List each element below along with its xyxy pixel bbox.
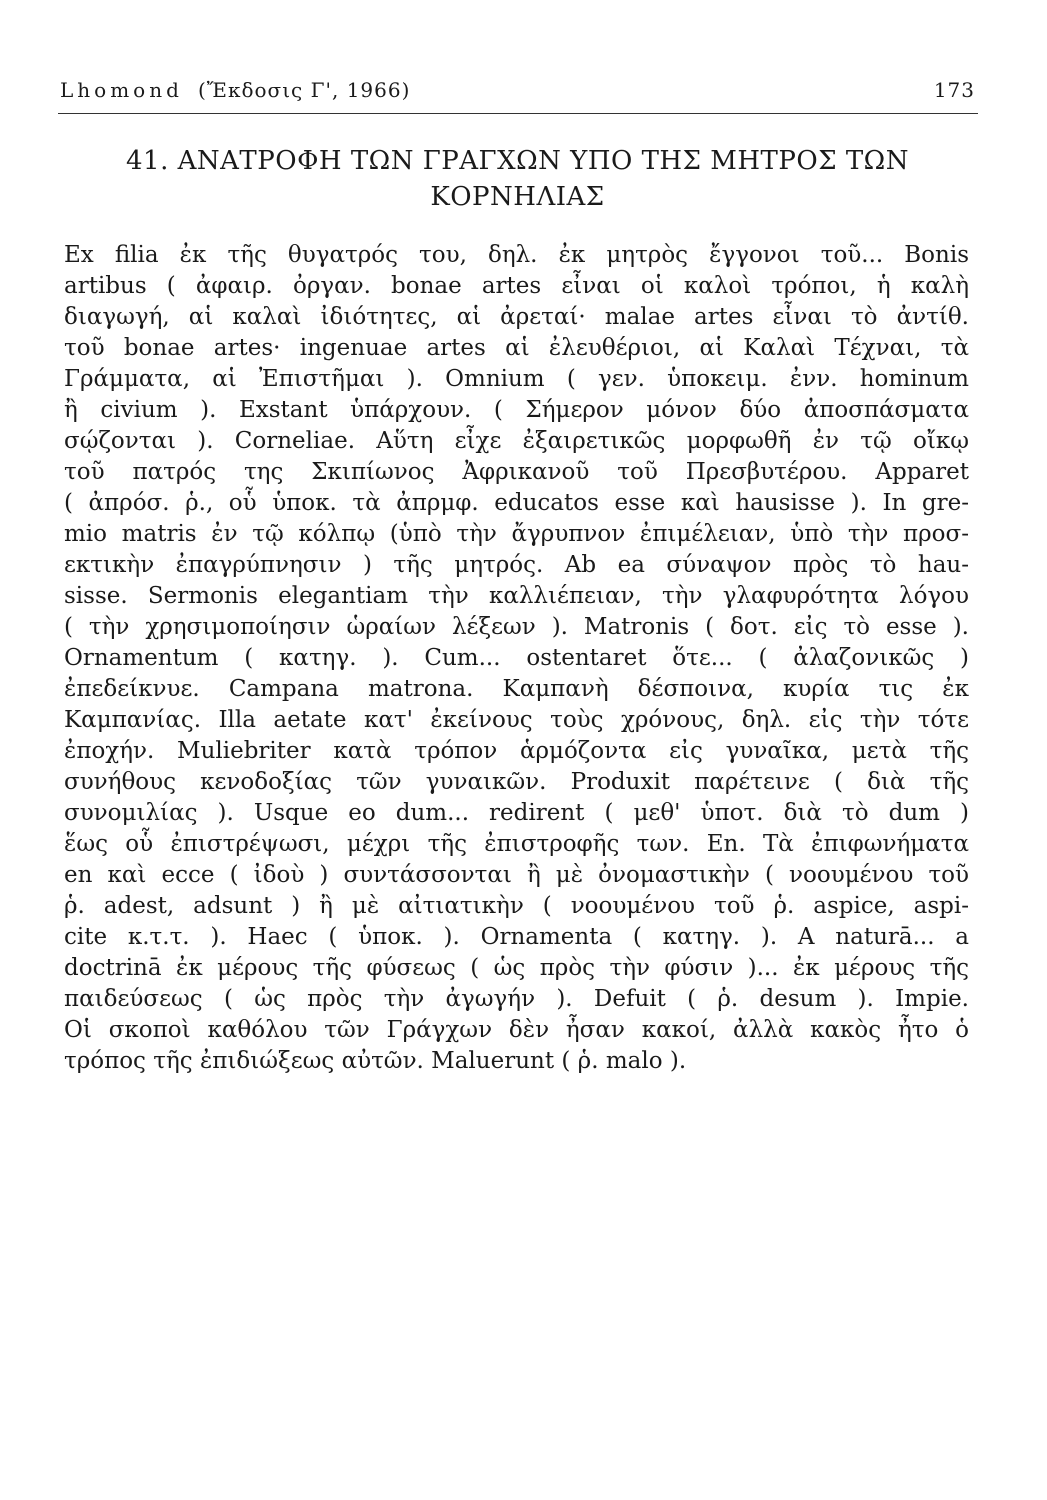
text-line: ῥ. adest, adsunt ) ἢ μὲ αἰτιατικὴν ( νοουμένου τοῦ ῥ. aspice, aspi- <box>64 893 969 919</box>
text-line: τοῦ bonae artes· ingenuae artes αἱ ἐλευθέριοι, αἱ Καλαὶ Τέχναι, τὰ <box>64 335 969 361</box>
text-line: en καὶ ecce ( ἰδοὺ ) συντάσσονται ἢ μὲ ὀνομαστικὴν ( νοουμένου τοῦ <box>64 862 969 888</box>
section-heading-line-2: ΚΟΡΝΗΛΙΑΣ <box>430 182 605 212</box>
text-line: Οἱ σκοποὶ καθόλου τῶν Γράγχων δὲν ἦσαν κακοί, ἀλλὰ κακὸς ἦτο ὁ <box>64 1017 969 1043</box>
header-author: Lhomond <box>60 78 183 102</box>
text-line: mio matris ἐν τῷ κόλπῳ (ὑπὸ τὴν ἄγρυπνον ἐπιμέλειαν, ὑπὸ τὴν προσ- <box>64 521 969 547</box>
header-edition: (Ἔκδοσις Γ', 1966) <box>198 78 411 102</box>
section-heading <box>60 143 975 215</box>
text-line: συνομιλίας ). Usque eo dum... redirent ( μεθ' ὑποτ. διὰ τὸ dum ) <box>64 800 969 826</box>
text-line: sisse. Sermonis elegantiam τὴν καλλιέπειαν, τὴν γλαφυρότητα λόγου <box>64 583 969 609</box>
text-line: Καμπανίας. Illa aetate κατ' ἐκείνους τοὺς χρόνους, δηλ. εἰς τὴν τότε <box>64 707 969 733</box>
text-line: Ornamentum ( κατηγ. ). Cum... ostentaret ὅτε... ( ἀλαζονικῶς ) <box>64 645 969 671</box>
text-line: τοῦ πατρός της Σκιπίωνος Ἀφρικανοῦ τοῦ Πρεσβυτέρου. Apparet <box>64 459 969 485</box>
text-line: συνήθους κενοδοξίας τῶν γυναικῶν. Produxit παρέτεινε ( διὰ τῆς <box>64 769 969 795</box>
text-line: ἐπεδείκνυε. Campana matrona. Καμπανὴ δέσποινα, κυρία τις ἐκ <box>64 676 969 702</box>
text-line: τρόπος τῆς ἐπιδιώξεως αὐτῶν. Maluerunt ( ῥ. malo ). <box>64 1048 687 1074</box>
text-line: παιδεύσεως ( ὡς πρὸς τὴν ἀγωγήν ). Defuit ( ῥ. desum ). Impie. <box>64 986 969 1012</box>
running-head <box>60 78 975 108</box>
body-text <box>64 240 969 1077</box>
text-line: cite κ.τ.τ. ). Haec ( ὑποκ. ). Ornamenta ( κατηγ. ). A naturā... a <box>64 924 969 950</box>
text-line: ἢ civium ). Exstant ὑπάρχουν. ( Σήμερον μόνον δύο ἀποσπάσματα <box>64 397 969 423</box>
text-line: Ex filia ἐκ τῆς θυγατρός του, δηλ. ἐκ μητρὸς ἔγγονοι τοῦ... Bonis <box>64 242 969 268</box>
page-number: 173 <box>933 78 975 102</box>
text-line: Γράμματα, αἱ Ἐπιστῆμαι ). Omnium ( γεν. ὑποκειμ. ἐνν. hominum <box>64 366 969 392</box>
text-line: εκτικὴν ἐπαγρύπνησιν ) τῆς μητρός. Ab ea σύναψον πρὸς τὸ hau- <box>64 552 969 578</box>
text-line: doctrinā ἐκ μέρους τῆς φύσεως ( ὡς πρὸς τὴν φύσιν )... ἐκ μέρους τῆς <box>64 955 969 981</box>
text-line: ( ἀπρόσ. ῥ., οὗ ὑποκ. τὰ ἀπρμφ. educatos esse καὶ hausisse ). In gre- <box>64 490 969 516</box>
text-line: artibus ( ἀφαιρ. ὀργαν. bonae artes εἶναι οἱ καλοὶ τρόποι, ἡ καλὴ <box>64 273 969 299</box>
header-rule <box>58 113 978 114</box>
text-line: ἕως οὗ ἐπιστρέψωσι, μέχρι τῆς ἐπιστροφῆς των. En. Τὰ ἐπιφωνήματα <box>64 831 969 857</box>
text-line: ἐποχήν. Muliebriter κατὰ τρόπον ἁρμόζοντα εἰς γυναῖκα, μετὰ τῆς <box>64 738 969 764</box>
text-line: ( τὴν χρησιμοποίησιν ὡραίων λέξεων ). Matronis ( δοτ. εἰς τὸ esse ). <box>64 614 969 640</box>
text-line: σῴζονται ). Corneliae. Αὕτη εἶχε ἐξαιρετικῶς μορφωθῆ ἐν τῷ οἴκῳ <box>64 428 969 454</box>
section-heading-line-1: 41. ΑΝΑΤΡΟΦΗ ΤΩΝ ΓΡΑΓΧΩΝ ΥΠΟ ΤΗΣ ΜΗΤΡΟΣ ΤΩΝ <box>126 146 909 176</box>
text-line: διαγωγή, αἱ καλαὶ ἰδιότητες, αἱ ἀρεταί· malae artes εἶναι τὸ ἀντίθ. <box>64 304 969 330</box>
